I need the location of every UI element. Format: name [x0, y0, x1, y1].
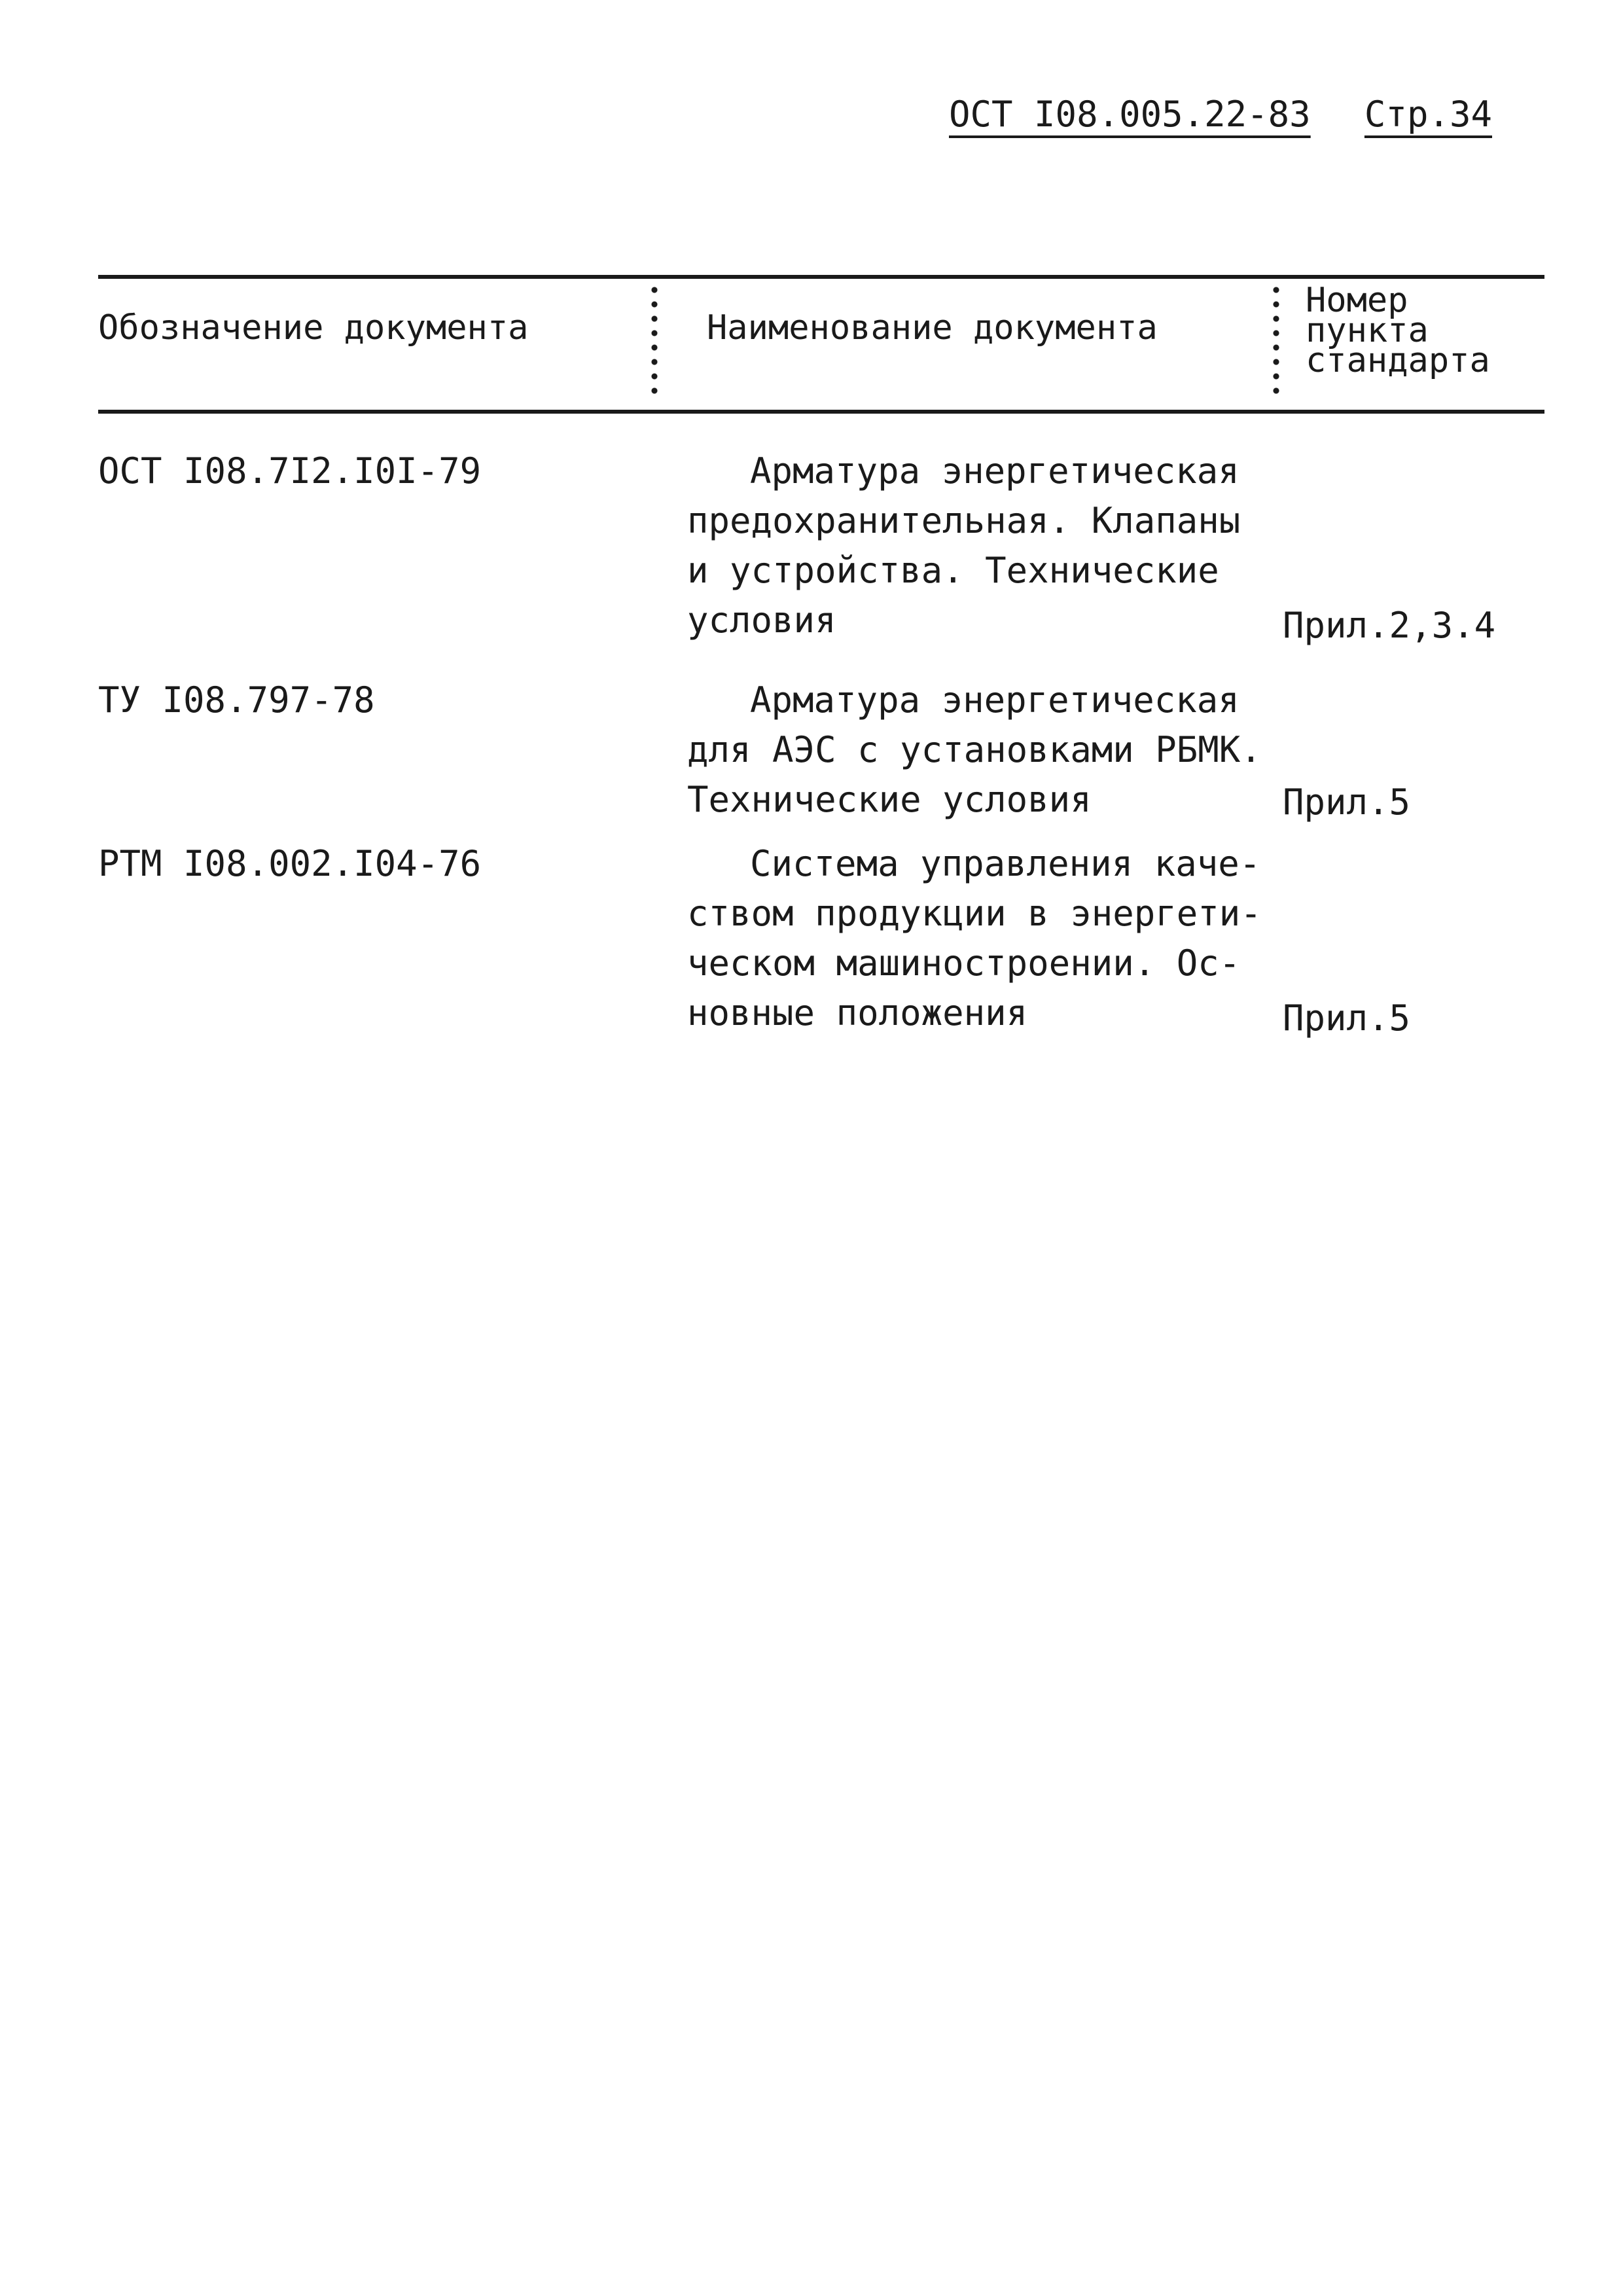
table-row [98, 675, 1544, 839]
column-header-name: Наименование документа [707, 308, 1158, 348]
column-header-designation: Обозначение документа [98, 308, 529, 348]
document-designation: РТМ I08.002.I04-76 [98, 843, 482, 884]
column-header-clause-number: Номер пункта стандарта [1306, 281, 1490, 380]
page-number: Стр.34 [1364, 94, 1492, 135]
clause-reference: Прил.2,3.4 [1283, 605, 1496, 646]
document-name-line: ческом машиностроении. Ос- [687, 942, 1241, 984]
referenced-documents-table [98, 275, 1544, 1055]
document-name-line: и устройства. Технические [687, 550, 1219, 591]
table-header [98, 275, 1544, 414]
document-name-line: новные положения [687, 992, 1028, 1033]
document-name-line: условия [687, 600, 836, 641]
document-designation: ОСТ I08.7I2.I0I-79 [98, 450, 482, 492]
document-name-line: предохранительная. Клапаны [687, 500, 1241, 541]
document-name-line: Система управления каче- [750, 843, 1261, 884]
document-name-line: Арматура энергетическая [750, 679, 1240, 721]
document-name-line: ством продукции в энергети- [687, 893, 1262, 934]
column-separator [651, 283, 658, 401]
document-name-line: Арматура энергетическая [750, 450, 1240, 492]
clause-reference: Прил.5 [1283, 781, 1411, 823]
column-separator [1273, 283, 1279, 401]
document-name [687, 446, 1276, 645]
document-name-line: для АЭС с установками РБМК. [687, 729, 1262, 770]
document-name [687, 675, 1276, 825]
table-row [98, 839, 1544, 1055]
document-code: ОСТ I08.005.22-83 [949, 94, 1311, 135]
clause-reference: Прил.5 [1283, 997, 1411, 1039]
document-name [687, 839, 1276, 1038]
document-designation: ТУ I08.797-78 [98, 679, 375, 721]
page-header [949, 92, 1492, 137]
table-row [98, 446, 1544, 675]
document-name-line: Технические условия [687, 779, 1092, 820]
table-body [98, 446, 1544, 1055]
